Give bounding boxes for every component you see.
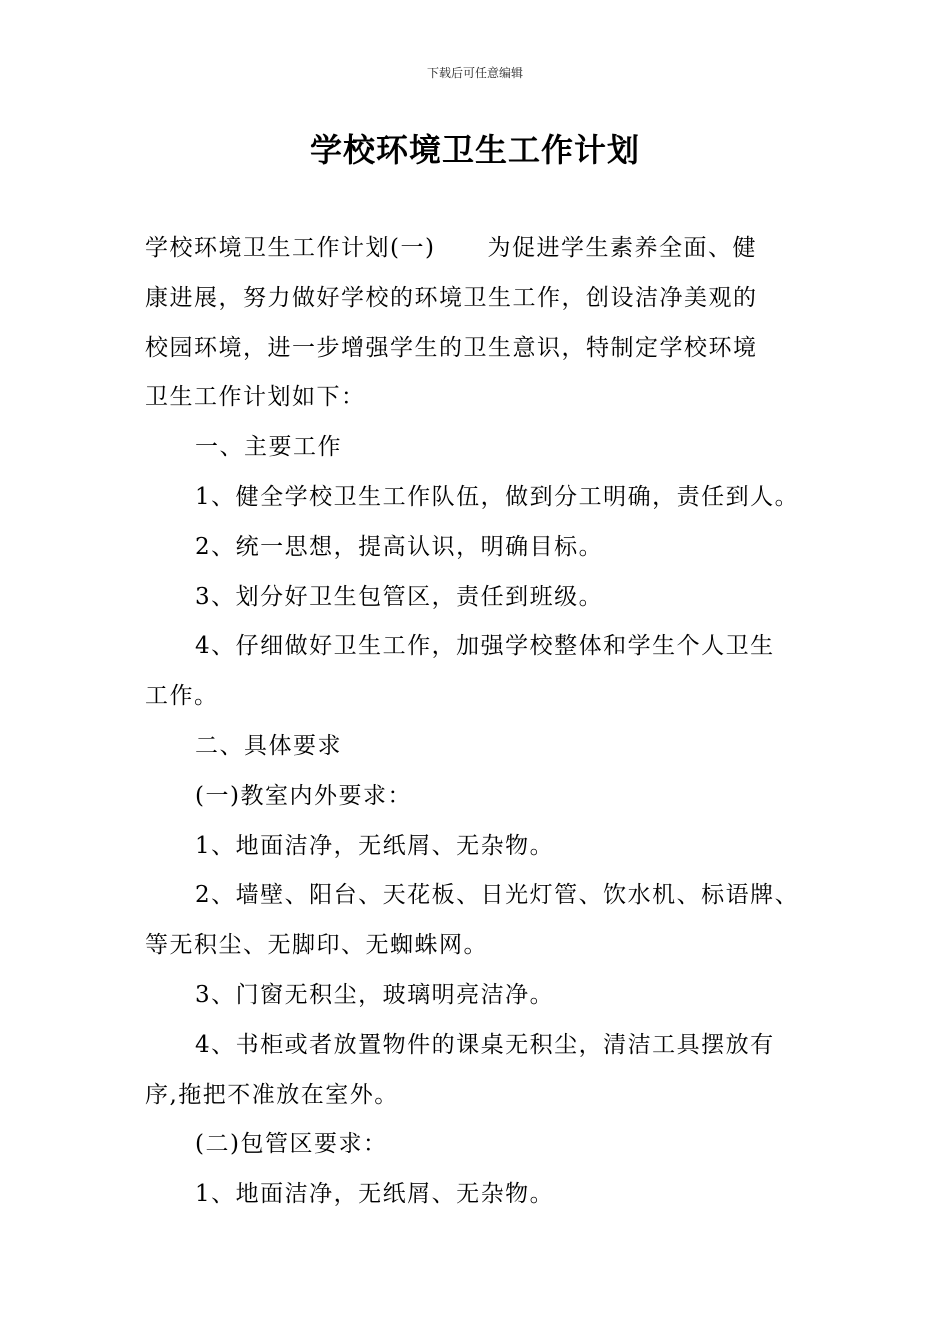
document-title: 学校环境卫生工作计划	[309, 131, 640, 169]
section-1-item-3: 3、划分好卫生包管区，责任到班级。	[195, 583, 604, 610]
intro-line-4: 卫生工作计划如下：	[145, 384, 366, 411]
subsection-1-heading: (一)教室内外要求：	[195, 782, 412, 809]
intro-line-2: 康进展，努力做好学校的环境卫生工作，创设洁净美观的	[145, 284, 758, 311]
subsection-1-item-2-line-1: 2、墙壁、阳台、天花板、日光灯管、饮水机、标语牌、	[195, 882, 800, 909]
section-1-item-1: 1、健全学校卫生工作队伍，做到分工明确，责任到人。	[195, 483, 800, 510]
intro-subtitle: 学校环境卫生工作计划(一)	[145, 235, 436, 261]
section-1-heading: 一、主要工作	[195, 434, 342, 461]
section-1-item-4-line-1: 4、仔细做好卫生工作，加强学校整体和学生个人卫生	[195, 633, 775, 660]
subsection-2-item-1: 1、地面洁净，无纸屑、无杂物。	[195, 1181, 555, 1208]
section-1-item-4-line-2: 工作。	[145, 683, 219, 710]
section-2-heading: 二、具体要求	[195, 732, 342, 759]
subsection-2-heading: (二)包管区要求：	[195, 1131, 388, 1158]
section-1-item-2: 2、统一思想，提高认识，明确目标。	[195, 533, 604, 560]
document-body	[145, 224, 810, 1220]
header-note: 下载后可任意编辑	[426, 66, 523, 80]
subsection-1-item-3: 3、门窗无积尘，玻璃明亮洁净。	[195, 981, 555, 1008]
subsection-1-item-4-line-1: 4、书柜或者放置物件的课桌无积尘，清洁工具摆放有	[195, 1031, 775, 1058]
intro-line-3: 校园环境，进一步增强学生的卫生意识，特制定学校环境	[145, 334, 758, 361]
intro-text-start: 为促进学生素养全面、健	[487, 235, 757, 261]
subsection-1-item-4-line-2: 序,拖把不准放在室外。	[145, 1081, 399, 1108]
subsection-1-item-1: 1、地面洁净，无纸屑、无杂物。	[195, 832, 555, 859]
subsection-1-item-2-line-2: 等无积尘、无脚印、无蜘蛛网。	[145, 932, 488, 959]
intro-line-1	[145, 224, 810, 274]
